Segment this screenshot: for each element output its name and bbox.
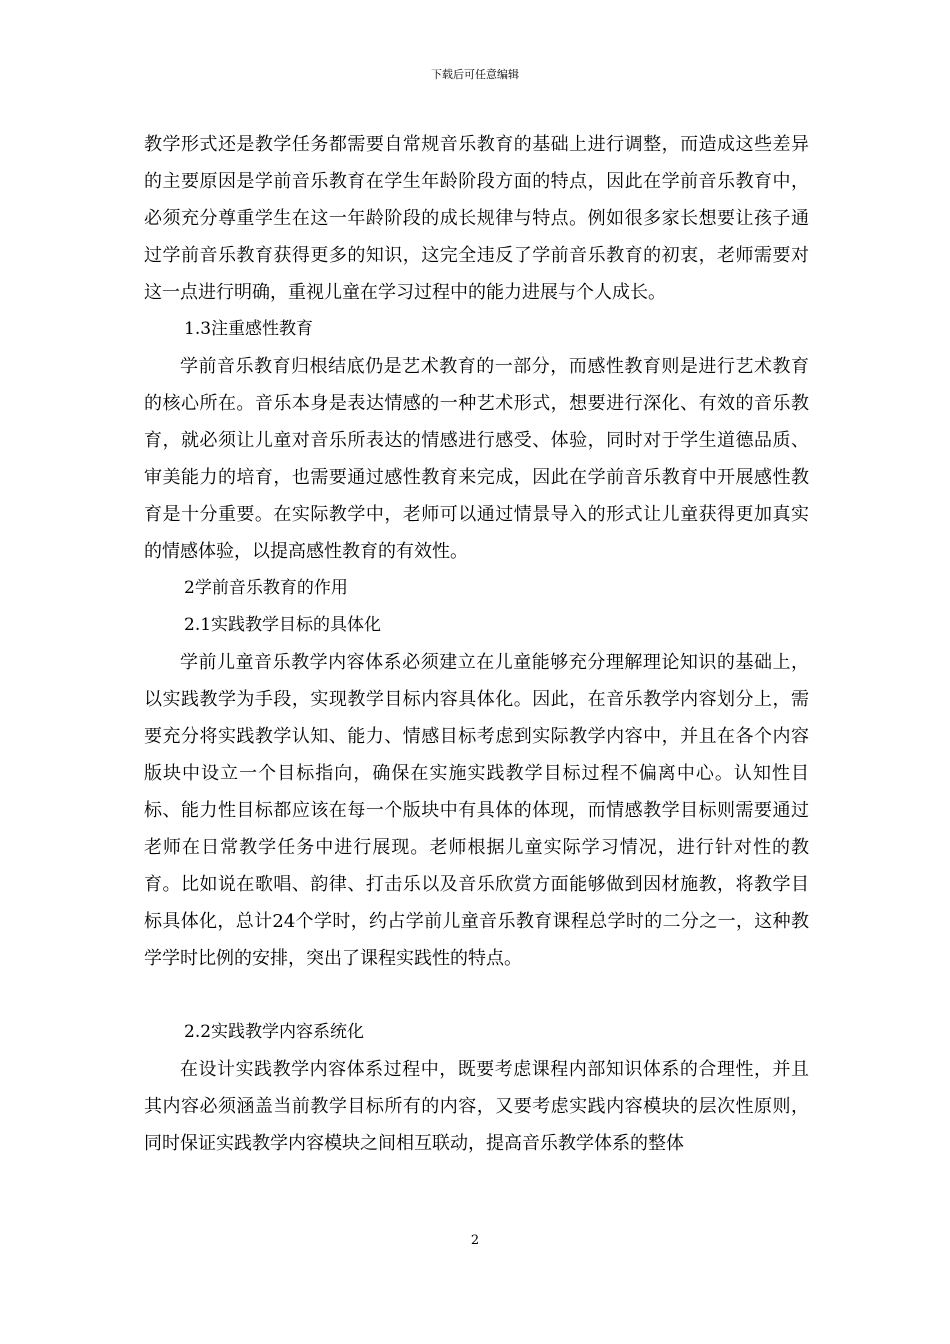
section-heading-1-3: 1.3注重感性教育 <box>184 319 314 339</box>
section-heading-2-2: 2.2实践教学内容系统化 <box>184 1022 365 1042</box>
paragraph-teaching-goals: 学前儿童音乐教学内容体系必须建立在儿童能够充分理解理论知识的基础上，以实践教学为手段，实现教学目标内容具体化。因此，在音乐教学内容划分上，需要充分将实践教学认知、能力、情感目标考虑到实际教学内容中，并且在各个内容版块中设立一个目标指向，确保在实施实践教学目标过程不偏离中心。认知性目标、能力性目标都应该在每一个版块中有具体的体现，而情感教学目标则需要通过老师在日常教学任务中进行展现。老师根据儿童实际学习情况，进行针对性的教育。比如说在歌唱、韵律、打击乐以及音乐欣赏方面能够做到因材施教，将教学目标具体化，总计24个学时，约占学前儿童音乐教育课程总学时的二分之一，这种教学学时比例的安排，突出了课程实践性的特点。 <box>144 652 809 969</box>
paragraph-perceptual-education: 学前音乐教育归根结底仍是艺术教育的一部分，而感性教育则是进行艺术教育的核心所在。音乐本身是表达情感的一种艺术形式，想要进行深化、有效的音乐教育，就必须让儿童对音乐所表达的情感进行感受、体验，同时对于学生道德品质、审美能力的培育，也需要通过感性教育来完成，因此在学前音乐教育中开展感性教育是十分重要。在实际教学中，老师可以通过情景导入的形式让儿童获得更加真实的情感体验，以提高感性教育的有效性。 <box>144 356 809 562</box>
section-heading-2-1: 2.1实践教学目标的具体化 <box>184 615 382 635</box>
page-header: 下载后可任意编辑 <box>431 68 519 81</box>
section-heading-2: 2学前音乐教育的作用 <box>184 578 348 598</box>
page-number: 2 <box>470 1233 480 1248</box>
paragraph-continuation: 教学形式还是教学任务都需要自常规音乐教育的基础上进行调整，而造成这些差异的主要原因是学前音乐教育在学生年龄阶段方面的特点，因此在学前音乐教育中，必须充分尊重学生在这一年龄阶段的成长规律与特点。例如很多家长想要让孩子通过学前音乐教育获得更多的知识，这完全违反了学前音乐教育的初衷，老师需要对这一点进行明确，重视儿童在学习过程中的能力进展与个人成长。 <box>144 134 809 303</box>
paragraph-teaching-content: 在设计实践教学内容体系过程中，既要考虑课程内部知识体系的合理性，并且其内容必须涵盖当前教学目标所有的内容，又要考虑实践内容模块的层次性原则，同时保证实践教学内容模块之间相互联动，提高音乐教学体系的整体 <box>144 1059 809 1154</box>
document-body <box>144 126 809 1162</box>
